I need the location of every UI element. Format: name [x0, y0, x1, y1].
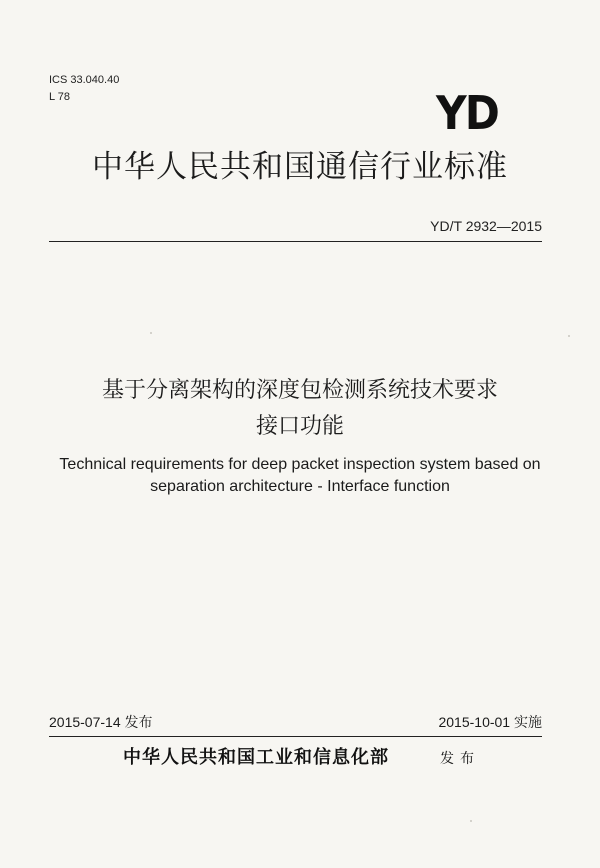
- scan-speck: [568, 335, 570, 337]
- standard-category-title: 中华人民共和国通信行业标准: [92, 149, 508, 185]
- standard-number: YD/T 2932—2015: [430, 218, 542, 234]
- yd-logo: YD: [436, 86, 499, 140]
- header-divider: [49, 241, 542, 242]
- issue-date: 2015-07-14 发布: [49, 714, 153, 730]
- ics-code: ICS 33.040.40: [49, 74, 120, 86]
- ccs-code: L 78: [49, 91, 71, 103]
- title-english-line-1: Technical requirements for deep packet inspection system based on: [59, 456, 541, 473]
- scan-speck: [470, 820, 472, 822]
- implementation-date: 2015-10-01 实施: [438, 714, 542, 730]
- scan-speck: [150, 332, 152, 334]
- title-chinese-line-1: 基于分离架构的深度包检测系统技术要求: [101, 378, 498, 403]
- publish-label: 发布: [440, 751, 480, 767]
- title-english-line-2: separation architecture - Interface function: [150, 478, 450, 495]
- title-chinese-line-2: 接口功能: [255, 414, 344, 439]
- publisher-name: 中华人民共和国工业和信息化部: [123, 747, 389, 768]
- footer-divider: [49, 736, 542, 737]
